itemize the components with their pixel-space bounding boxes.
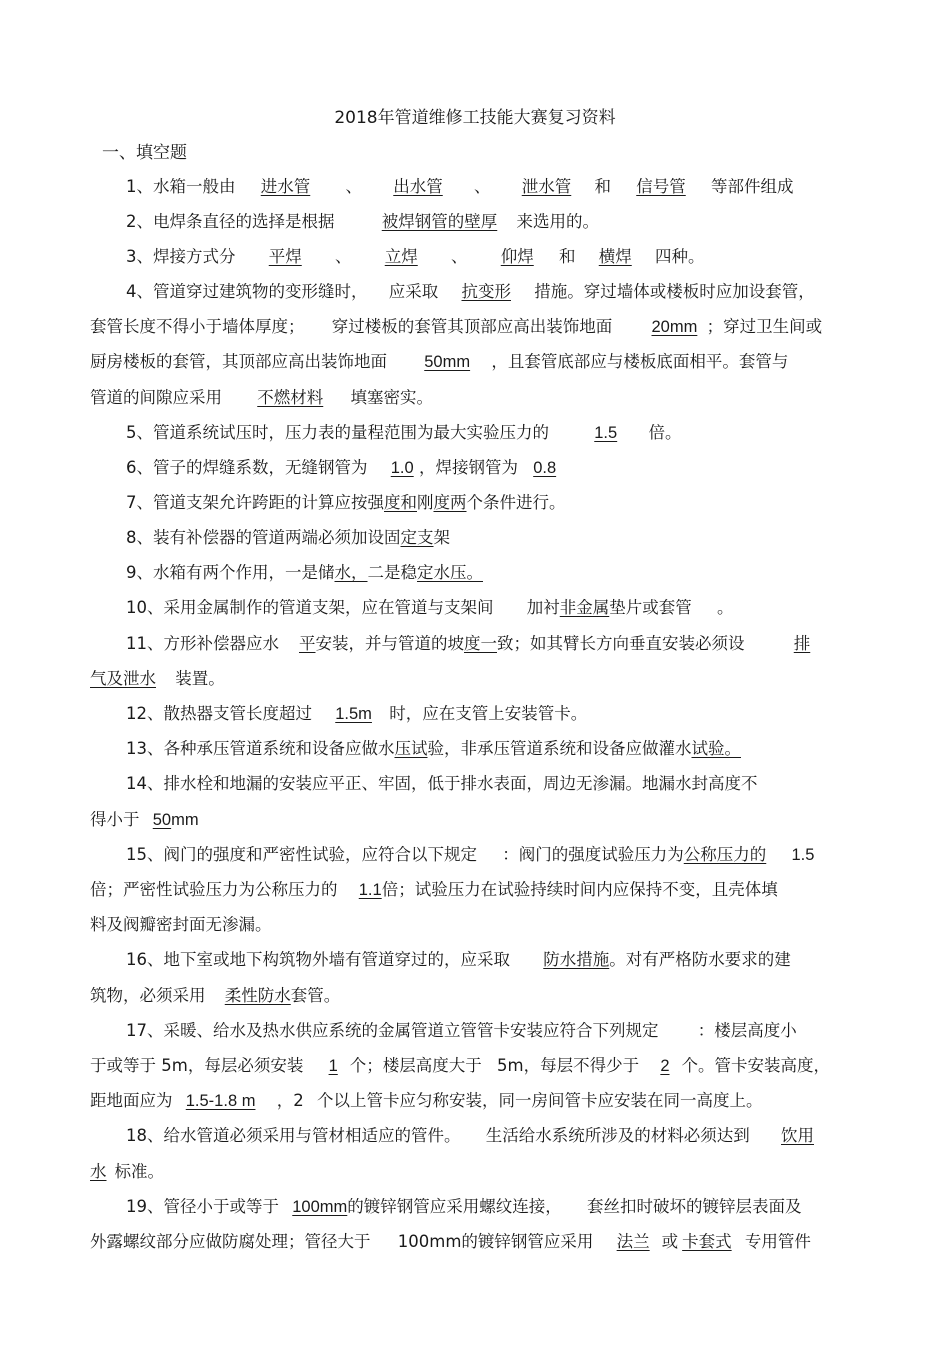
question-13: 13、各种承压管道系统和设备应做水压试验，非承压管道系统和设备应做灌水试验。 <box>126 739 741 758</box>
answer-blank: 2 <box>660 1057 670 1075</box>
answer-blank: 仰焊 <box>500 247 534 266</box>
answer-blank: 50mm <box>424 353 471 371</box>
page-title: 2018年管道维修工技能大赛复习资料 <box>334 108 616 128</box>
answer-blank: 1.5m <box>335 705 372 723</box>
question-14: 14、排水栓和地漏的安装应平正、牢固，低于排水表面，周边无渗漏。地漏水封高度不 <box>126 774 758 793</box>
question-15: 15、阀门的强度和严密性试验，应符合以下规定 ：阀门的强度试验压力为公称压力的 1.5 <box>126 845 815 864</box>
answer-blank: 不燃材料 <box>257 388 324 407</box>
answer-blank: 柔性防水 <box>224 986 291 1005</box>
answer-blank: 平 <box>299 634 316 653</box>
answer-blank: 卡套式 <box>682 1232 732 1251</box>
answer-blank: 出水管 <box>393 177 443 196</box>
answer-blank: 定水压。 <box>417 563 483 582</box>
question-12: 12、散热器支管长度超过 1.5m 时，应在支管上安装管卡。 <box>126 704 588 723</box>
answer-blank: 压试 <box>394 739 428 758</box>
answer-blank: 1.5-1.8 m <box>185 1092 256 1110</box>
answer-blank: 横焊 <box>598 247 632 266</box>
answer-blank: 法兰 <box>616 1232 650 1251</box>
section-heading: 一、填空题 <box>102 143 187 163</box>
question-19: 19、管径小于或等于 100mm的镀锌钢管应采用螺纹连接， 套丝扣时破坏的镀锌层表面及 <box>126 1197 802 1216</box>
answer-blank: 信号管 <box>636 177 686 196</box>
question-10: 10、采用金属制作的管道支架，应在管道与支架间 加衬非金属垫片或套管 。 <box>126 598 734 617</box>
question-4: 4、管道穿过建筑物的变形缝时， 应采取 抗变形 措施。穿过墙体或楼板时应加设套管， <box>126 282 815 301</box>
answer-blank: 度一 <box>464 634 497 653</box>
answer-blank: 抗变形 <box>461 282 511 301</box>
answer-blank: 进水管 <box>260 177 311 196</box>
answer-blank: 1.0 <box>390 459 414 477</box>
answer-blank: 20mm <box>651 318 698 336</box>
answer-blank: 平焊 <box>268 247 302 266</box>
answer-blank: 1 <box>328 1057 338 1075</box>
question-3: 3、焊接方式分 平焊 、 立焊 、 仰焊 和 横焊 四种。 <box>126 247 705 266</box>
question-2: 2、电焊条直径的选择是根据 被焊钢管的壁厚 来选用的。 <box>126 212 599 231</box>
answer-blank: 饮用 <box>781 1126 814 1145</box>
question-7: 7、管道支架允许跨距的计算应按强度和刚度两个条件进行。 <box>126 493 566 512</box>
question-11: 11、方形补偿器应水 平安装，并与管道的坡度一致；如其臂长方向垂直安装必须设 排 <box>126 634 811 653</box>
answer-blank: 被焊钢管的壁厚 <box>381 212 498 231</box>
question-1: 1、水箱一般由 进水管 、 出水管 、 泄水管 和 信号管 等部件组成 <box>126 177 794 196</box>
question-17: 17、采暖、给水及热水供应系统的金属管道立管管卡安装应符合下列规定 ：楼层高度小 <box>126 1021 797 1040</box>
question-18: 18、给水管道必须采用与管材相适应的管件。 生活给水系统所涉及的材料必须达到 饮用 <box>126 1126 814 1145</box>
answer-blank: 试验。 <box>691 739 741 758</box>
answer-blank: 水 <box>90 1162 107 1181</box>
answer-blank: 气及泄水 <box>90 669 156 688</box>
answer-blank: 水， <box>334 563 368 582</box>
question-8: 8、装有补偿器的管道两端必须加设固定支架 <box>126 528 450 547</box>
answer-blank: 防水措施 <box>543 950 610 969</box>
answer-blank: 排 <box>793 634 811 653</box>
answer-blank: 公称压力的 <box>683 845 767 864</box>
question-9: 9、水箱有两个作用，一是储水，二是稳定水压。 <box>126 559 501 583</box>
answer-blank: 度两 <box>433 493 467 512</box>
question-16: 16、地下室或地下构筑物外墙有管道穿过的，应采取 防水措施。对有严格防水要求的建 <box>126 950 791 969</box>
answer-blank: 1.5 <box>594 424 618 442</box>
question-5: 5、管道系统试压时，压力表的量程范围为最大实验压力的 1.5 倍。 <box>126 423 682 442</box>
answer-blank: 100mm <box>292 1198 348 1216</box>
answer-blank: 1.1 <box>358 881 382 899</box>
answer-blank: 泄水管 <box>521 177 572 196</box>
answer-blank: 立焊 <box>384 247 418 266</box>
answer-blank: 定支 <box>400 528 434 547</box>
document-page: 2018年管道维修工技能大赛复习资料 一、填空题 1、水箱一般由 进水管 、 出水管 、 泄水管 和 信号管 等部件组成 2、电焊条直径的选择是根据 被焊钢管的壁厚 来选用的。 3、焊接方式分 平焊 、 立焊 、 仰焊 和 横焊 四种。 4、管道穿过建筑物的变形缝时， 应采取 抗变形 措施。穿过墙体或楼板时应加设套管， 套管长度不得小于墙体厚度； 穿过楼板的套管其顶部应高出装饰地面 20mm ；穿过卫生间或 厨房楼板的套管，其顶部应高出装饰地面 50mm ，且套管底部应与楼板底面相平。套管与 管道的间隙应采用 不燃材料 填塞密实。 5、管道系统试压时，压力表的量程范围为最大实验压力的 1.5 倍。 6、管子的焊缝系数，无缝钢管为 1.0 ，焊接钢管为 0.8 7、管道支架允许跨距的计算应按强度和刚度两个条件进行。 8、装有补偿器的管道两端必须加设固定支架 9、水箱有两个作用，一是储水，二是稳定水压。 10、采用金属制作的管道支架，应在管道与支架间 加衬非金属垫片或套管 。 11、方形补偿器应水 平安装，并与管道的坡度一致；如其臂长方向垂直安装必须设 排 气及泄水 装置。 12、散热器支管长度超过 1.5m 时，应在支管上安装管卡。 13、各种承压管道系统和设备应做水压试验，非承压管道系统和设备应做灌水试验。 14、排水栓和地漏的安装应平正、牢固，低于排水表面，周边无渗漏。地漏水封高度不 得小于 50mm 15、阀门的强度和严密性试验，应符合以下规定 ：阀门的强度试验压力为公称压力的 1.5 倍；严密性试验压力为公称压力的 1.1倍；试验压力在试验持续时间内应保持不变，且壳体填 料及阀瓣密封面无渗漏。 16、地下室或地下构筑物外墙有管道穿过的，应采取 防水措施。对有严格防水要求的建 筑物，必须采用 柔性防水套管。 17、采暖、给水及热水供应系统的金属管道立管管卡安装应符合下列规定 ：楼层高度小 于或等于 5m，每层必须安装 1 个；楼层高度大于 5m，每层不得少于 2 个。管卡安装高度， 距地面应为 1.5-1.8 m ，2 个以上管卡应匀称安装，同一房间管卡应安装在同一高度上。 18、给水管道必须采用与管材相适应的管件。 生活给水系统所涉及的材料必须达到 饮用 水 标准。 19、管径小于或等于 100mm的镀锌钢管应采用螺纹连接， 套丝扣时破坏的镀锌层表面及 外露螺纹部分应做防腐处理；管径大于 100mm的镀锌钢管应采用 法兰 或 卡套式 专用管件 <box>0 0 950 1345</box>
answer-blank: 50 <box>152 811 172 829</box>
answer-blank: 度和 <box>384 493 417 512</box>
answer-blank: 0.8 <box>533 459 557 477</box>
answer-blank: 非金属 <box>559 598 610 617</box>
question-6: 6、管子的焊缝系数，无缝钢管为 1.0 ，焊接钢管为 0.8 <box>126 458 557 477</box>
